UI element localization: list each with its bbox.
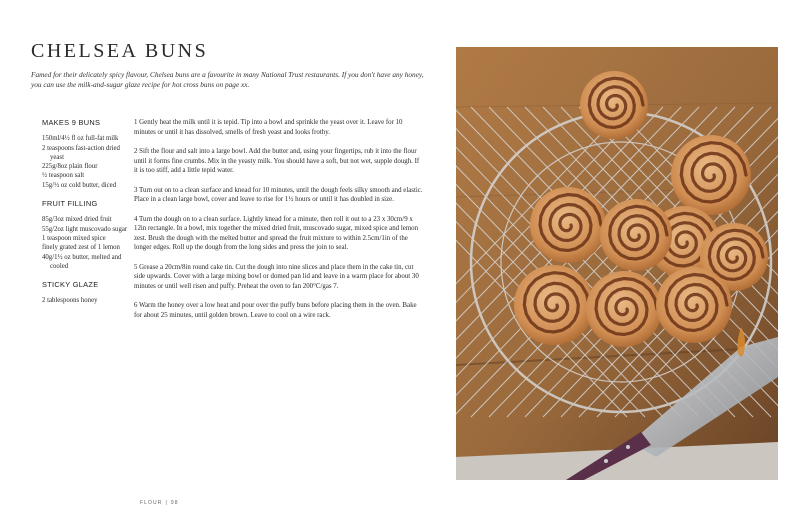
photo-illustration xyxy=(456,47,778,480)
glaze-heading: STICKY GLAZE xyxy=(42,280,99,290)
footer-section: FLOUR xyxy=(140,500,163,506)
method-step: 5 Grease a 20cm/8in round cake tin. Cut the dough into nine slices and place them in the cake tin, cut side upwards. Cover with a large mixing bowl or domed pan lid and leave in a warm place for about 30 minutes or until well risen and puffy. Preheat the oven to fan 200°C/gas 7. xyxy=(134,263,419,290)
ingredient-item: 225g/8oz plain flour xyxy=(42,163,98,171)
ingredients-glaze-group xyxy=(42,280,132,306)
ingredient-item: 40g/1½ oz butter, melted and cooled xyxy=(42,253,122,270)
page-footer xyxy=(140,500,179,506)
method-step: 1 Gently heat the milk until it is tepid. Tip into a bowl and sprinkle the yeast over it. Leave for 10 minutes or until it has dissolved, smells of fresh yeast and looks frothy. xyxy=(134,119,403,136)
ingredient-item: ½ teaspoon salt xyxy=(42,172,85,180)
ingredient-item: 150ml/4½ fl oz full-fat milk xyxy=(42,135,119,143)
ingredient-item: 1 teaspoon mixed spice xyxy=(42,234,106,242)
yield-heading: MAKES 9 BUNS xyxy=(42,118,101,127)
chelsea-bun xyxy=(530,187,606,263)
recipe-intro: Famed for their delicately spicy flavour, Chelsea buns are a favourite in many National Trust restaurants. If you don't have any honey, you can use the milk-and-sugar glaze recipe for hot cross buns on page xx. xyxy=(31,70,424,90)
chelsea-bun xyxy=(656,267,732,343)
ingredient-item: 15g/½ oz cold butter, diced xyxy=(42,181,117,189)
method-step: 2 Sift the flour and salt into a large bowl. Add the butter and, using your fingertips, rub it into the flour until it forms fine crumbs. Mix in the yeasty milk. You should have a soft, but not wet, supple dough. If it is too stiff, add a little tepid water. xyxy=(134,148,420,174)
chelsea-bun xyxy=(580,71,648,139)
ingredient-item: 2 tablespoons honey xyxy=(42,297,98,305)
filling-heading: FRUIT FILLING xyxy=(42,199,98,209)
ingredients-main-group xyxy=(42,118,132,190)
ingredients-column xyxy=(42,118,132,315)
ingredient-item: 85g/3oz mixed dried fruit xyxy=(42,216,112,224)
footer-separator: | xyxy=(165,500,168,506)
ingredient-item: 55g/2oz light muscovado sugar xyxy=(42,225,128,233)
chelsea-bun xyxy=(586,271,662,347)
method-step: 4 Turn the dough on to a clean surface. Lightly knead for a minute, then roll it out to a 23 x 30cm/9 x 12in rectangle. In a bowl, mix together the mixed dried fruit, muscovado sugar, mixed spice and lemon zest. Brush the dough with the melted butter and spread the fruit mixture to within 2.5cm/1in of the longer edges. Roll up the dough from the long sides and press the join to seal. xyxy=(134,215,419,251)
chelsea-bun xyxy=(671,135,751,215)
page-number: 98 xyxy=(170,500,179,506)
chelsea-bun xyxy=(514,265,594,345)
recipe-title: CHELSEA BUNS xyxy=(31,40,209,62)
chelsea-buns-photo xyxy=(456,47,778,480)
ingredient-item: finely grated zest of 1 lemon xyxy=(42,244,120,252)
ingredients-filling-group xyxy=(42,199,132,271)
chelsea-bun xyxy=(600,199,672,271)
method-step: 3 Turn out on to a clean surface and knead for 10 minutes, until the dough feels silky smooth and elastic. Place in a clean large bowl, cover and leave to rise for 1½ hours or until it has doubled in size. xyxy=(134,186,423,203)
ingredient-item: 2 teaspoons fast-action dried yeast xyxy=(42,144,120,161)
method-step: 6 Warm the honey over a low heat and pour over the puffy buns before placing them in the oven. Bake for about 25 minutes, until golden brown. Leave to cool on a wire rack. xyxy=(134,302,417,319)
method-column xyxy=(134,118,424,330)
